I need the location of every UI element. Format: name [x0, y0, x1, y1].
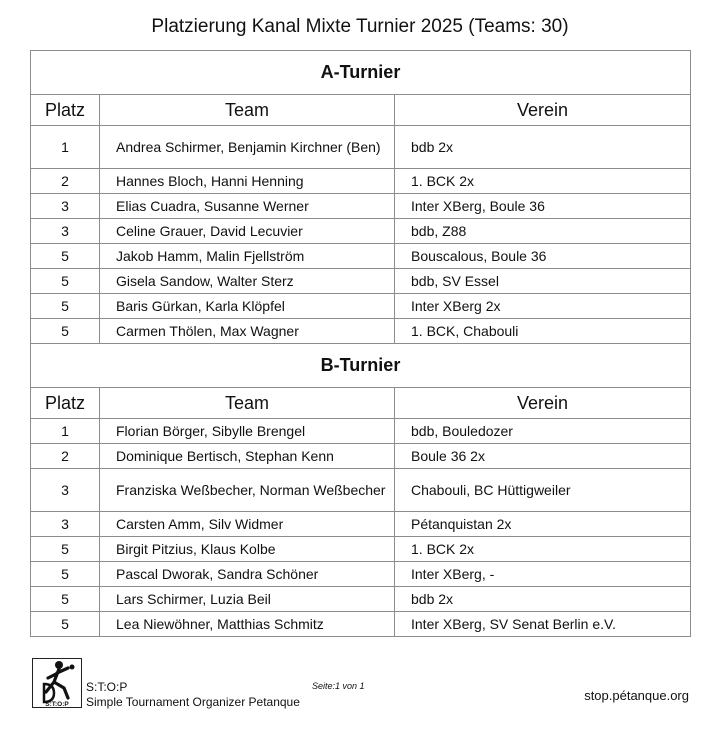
team-cell: Elias Cuadra, Susanne Werner [100, 194, 395, 219]
column-header-team: Team [100, 95, 395, 126]
app-credit [86, 680, 300, 710]
place-cell: 2 [31, 169, 100, 194]
column-header-team: Team [100, 388, 395, 419]
place-cell: 1 [31, 419, 100, 444]
column-header-place: Platz [31, 388, 100, 419]
club-cell: bdb 2x [395, 587, 691, 612]
club-cell: 1. BCK 2x [395, 537, 691, 562]
team-cell: Pascal Dworak, Sandra Schöner [100, 562, 395, 587]
club-cell: bdb, SV Essel [395, 269, 691, 294]
column-header-club: Verein [395, 95, 691, 126]
club-cell: Pétanquistan 2x [395, 512, 691, 537]
team-cell: Carsten Amm, Silv Widmer [100, 512, 395, 537]
place-cell: 3 [31, 194, 100, 219]
table-row [31, 194, 691, 219]
section-b [31, 344, 691, 637]
club-cell: 1. BCK 2x [395, 169, 691, 194]
table-row [31, 126, 691, 169]
team-cell: Andrea Schirmer, Benjamin Kirchner (Ben) [100, 126, 395, 169]
app-name: S:T:O:P [86, 680, 128, 694]
place-cell: 5 [31, 319, 100, 344]
table-row [31, 294, 691, 319]
club-cell: Inter XBerg 2x [395, 294, 691, 319]
footer-url: stop.pétanque.org [584, 688, 689, 703]
table-row [31, 512, 691, 537]
club-cell: Boule 36 2x [395, 444, 691, 469]
table-row [31, 219, 691, 244]
place-cell: 2 [31, 444, 100, 469]
table-row [31, 244, 691, 269]
team-cell: Florian Börger, Sibylle Brengel [100, 419, 395, 444]
club-cell: Inter XBerg, - [395, 562, 691, 587]
team-cell: Baris Gürkan, Karla Klöpfel [100, 294, 395, 319]
results-table [30, 50, 691, 637]
table-row [31, 469, 691, 512]
team-cell: Jakob Hamm, Malin Fjellström [100, 244, 395, 269]
place-cell: 5 [31, 612, 100, 637]
team-cell: Dominique Bertisch, Stephan Kenn [100, 444, 395, 469]
team-cell: Carmen Thölen, Max Wagner [100, 319, 395, 344]
section-title: B-Turnier [31, 344, 691, 388]
table-row [31, 169, 691, 194]
place-cell: 5 [31, 587, 100, 612]
club-cell: bdb, Z88 [395, 219, 691, 244]
place-cell: 1 [31, 126, 100, 169]
page-title: Platzierung Kanal Mixte Turnier 2025 (Teams: 30) [151, 16, 569, 37]
table-row [31, 612, 691, 637]
table-row [31, 587, 691, 612]
team-cell: Franziska Weßbecher, Norman Weßbecher [100, 469, 395, 512]
table-row [31, 562, 691, 587]
place-cell: 3 [31, 469, 100, 512]
club-cell: bdb, Bouledozer [395, 419, 691, 444]
club-cell: Chabouli, BC Hüttigweiler [395, 469, 691, 512]
team-cell: Lars Schirmer, Luzia Beil [100, 587, 395, 612]
place-cell: 3 [31, 512, 100, 537]
place-cell: 3 [31, 219, 100, 244]
place-cell: 5 [31, 269, 100, 294]
section-title: A-Turnier [31, 51, 691, 95]
table-row [31, 419, 691, 444]
table-row [31, 269, 691, 294]
column-header-club: Verein [395, 388, 691, 419]
team-cell: Celine Grauer, David Lecuvier [100, 219, 395, 244]
section-a [31, 51, 691, 344]
place-cell: 5 [31, 537, 100, 562]
place-cell: 5 [31, 562, 100, 587]
team-cell: Birgit Pitzius, Klaus Kolbe [100, 537, 395, 562]
club-cell: Inter XBerg, SV Senat Berlin e.V. [395, 612, 691, 637]
logo-wordmark: S:T:O:P [45, 701, 69, 708]
table-row [31, 444, 691, 469]
club-cell: Bouscalous, Boule 36 [395, 244, 691, 269]
table-row [31, 537, 691, 562]
club-cell: bdb 2x [395, 126, 691, 169]
page-number: Seite:1 von 1 [312, 681, 365, 691]
place-cell: 5 [31, 294, 100, 319]
place-cell: 5 [31, 244, 100, 269]
table-row [31, 319, 691, 344]
team-cell: Hannes Bloch, Hanni Henning [100, 169, 395, 194]
team-cell: Gisela Sandow, Walter Sterz [100, 269, 395, 294]
team-cell: Lea Niewöhner, Matthias Schmitz [100, 612, 395, 637]
app-subtitle: Simple Tournament Organizer Petanque [86, 695, 300, 709]
club-cell: 1. BCK, Chabouli [395, 319, 691, 344]
stop-logo-icon [32, 658, 82, 708]
club-cell: Inter XBerg, Boule 36 [395, 194, 691, 219]
column-header-place: Platz [31, 95, 100, 126]
